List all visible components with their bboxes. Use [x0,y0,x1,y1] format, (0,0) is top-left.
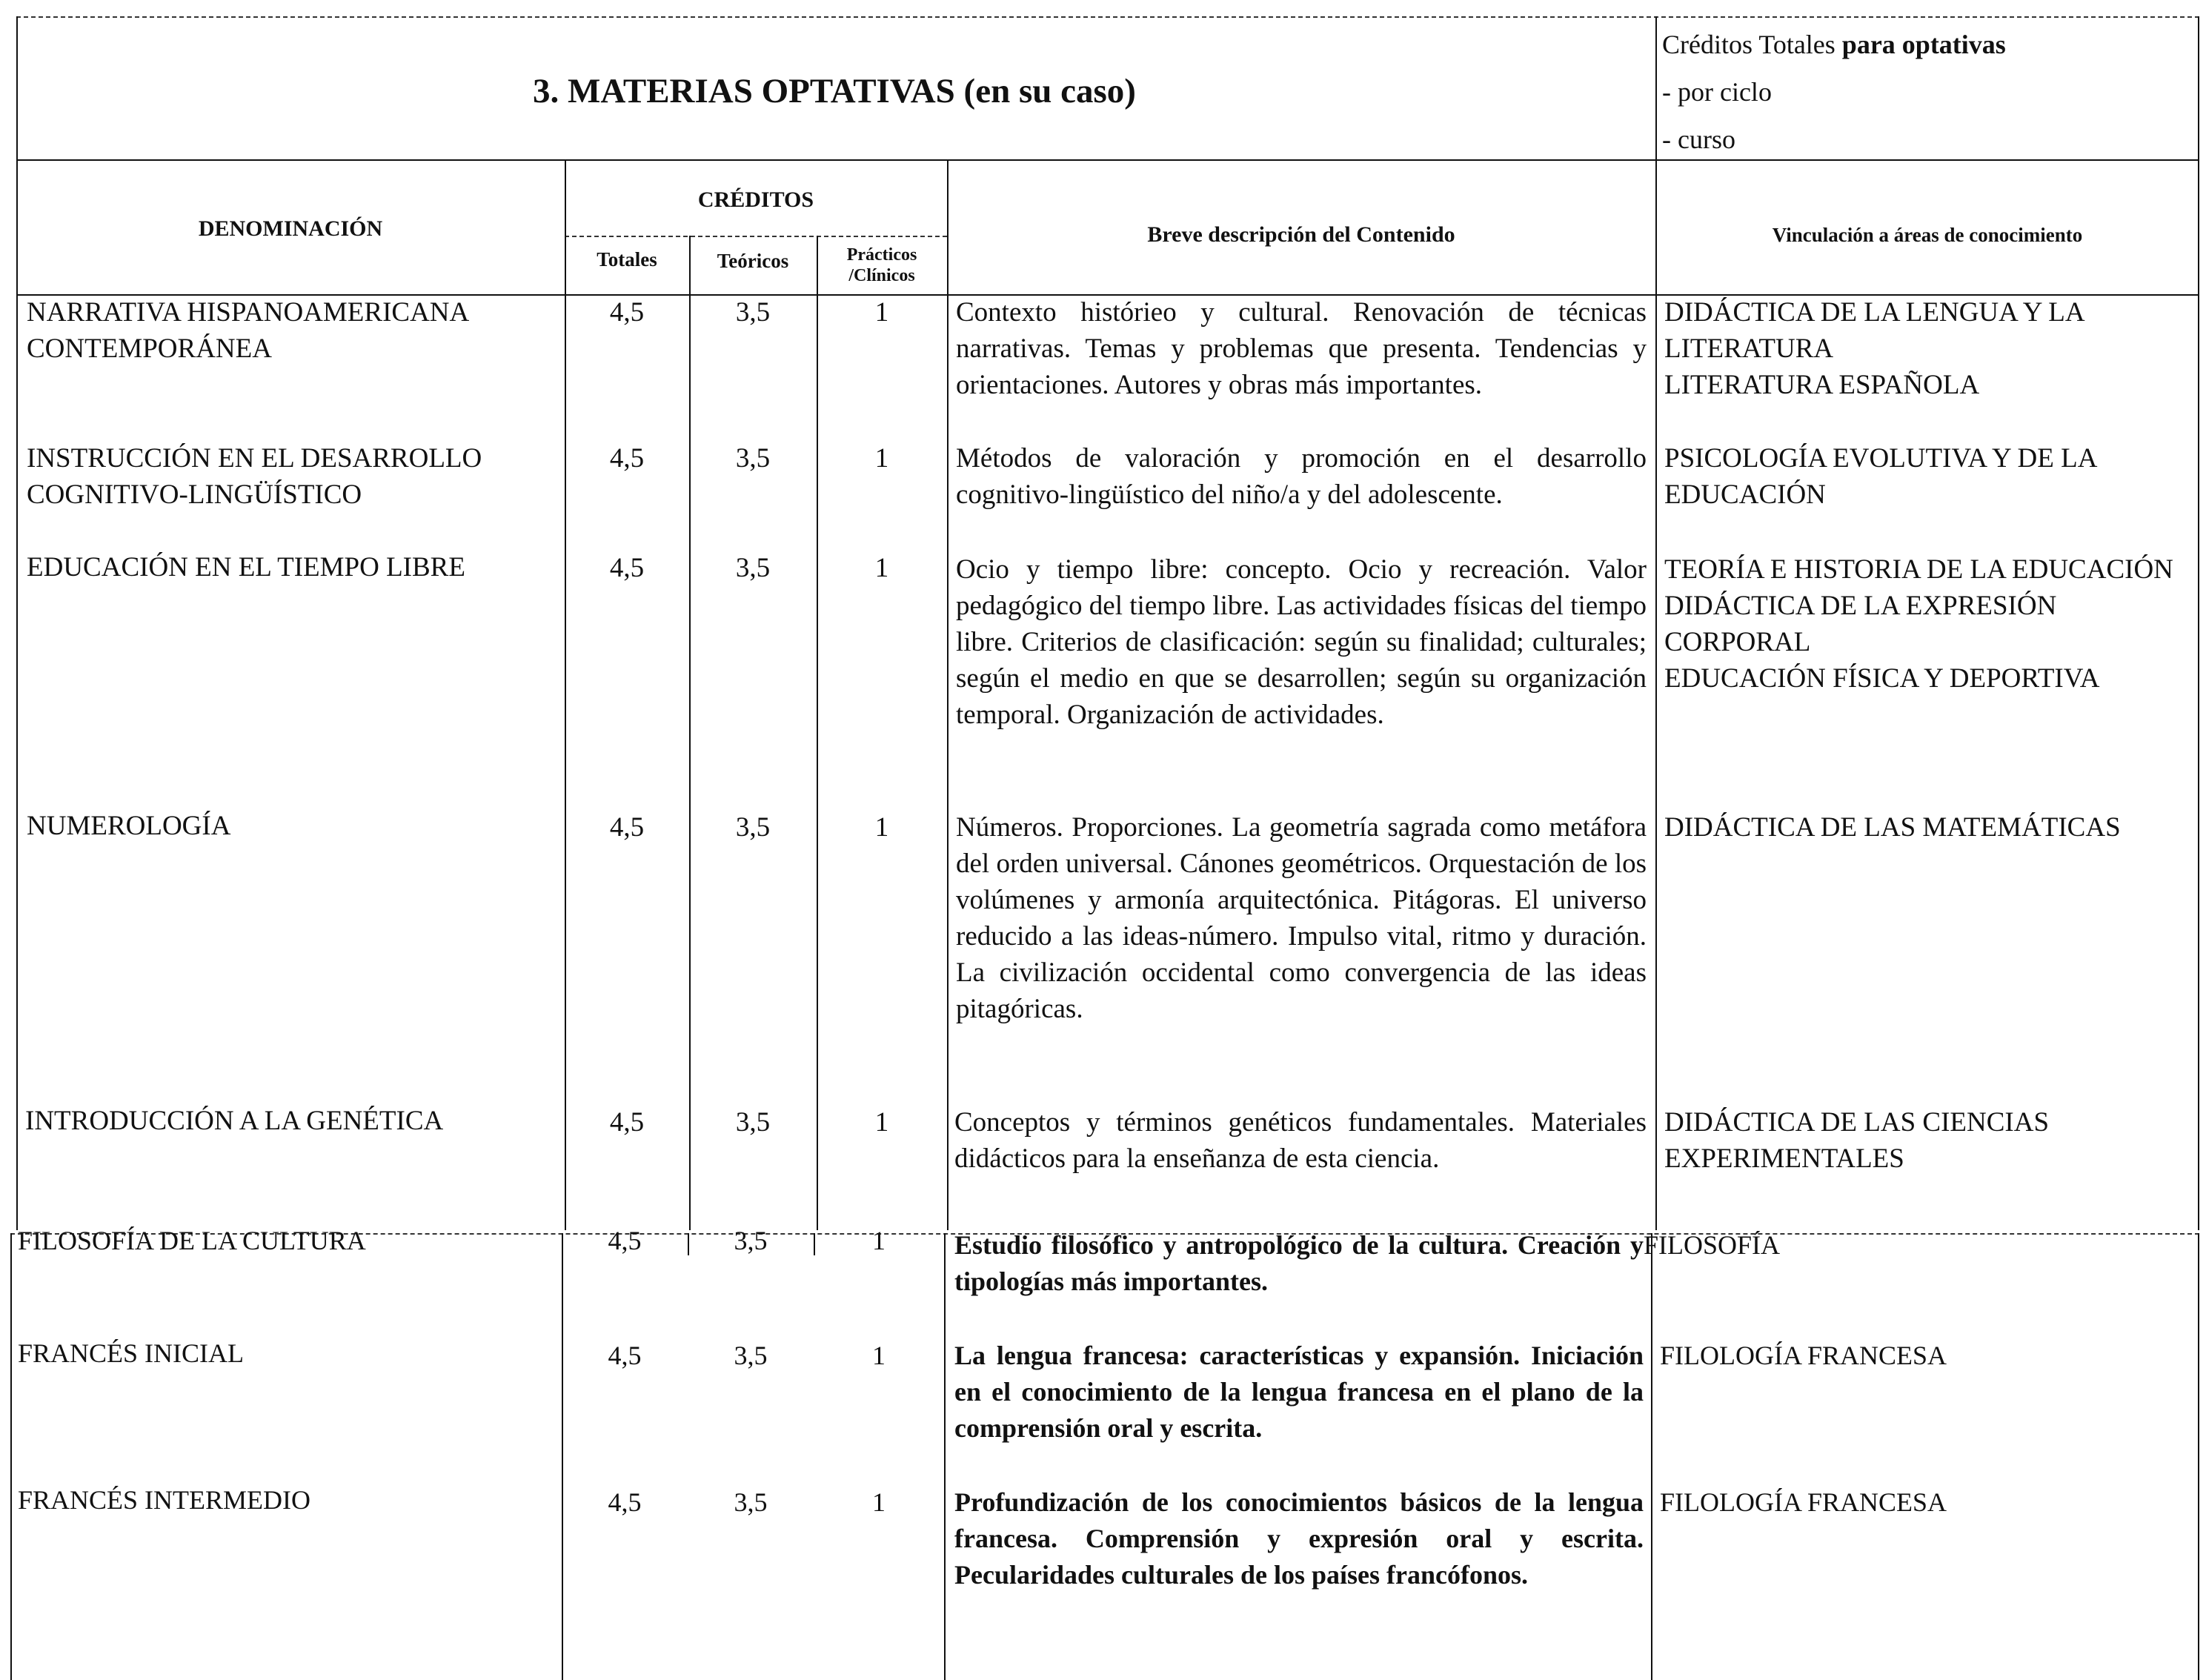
row-areas: TEORÍA E HISTORIA DE LA EDUCACIÓN DIDÁCTICA DE LA EXPRESIÓN CORPORAL EDUCACIÓN FÍSICA Y DEPORTIVA [1664,554,2173,694]
credits-box-line1: Créditos Totales para optativas [1662,30,2006,59]
row-denominacion: NARRATIVA HISPANOAMERICANA CONTEMPORÁNEA [27,297,468,364]
header-vinculacion: Vinculación a áreas de conocimiento [1772,224,2083,246]
row-practicos: 1 [872,1487,886,1517]
credits-box-line2: - por ciclo [1662,77,1772,107]
row-teoricos: 3,5 [735,443,771,474]
row-teoricos: 3,5 [735,812,771,843]
row-teoricos: 3,5 [735,297,771,328]
row-practicos: 1 [872,1226,886,1255]
row-practicos: 1 [874,553,889,583]
header-creditos: CRÉDITOS [697,187,814,212]
row-descripcion: Profundización de los conocimientos básicos de la lengua francesa. Comprensión y expresión oral y escrita. Pecularidades culturales de los países francófonos. [954,1487,1644,1590]
col-line-practicos [947,159,948,1230]
row-totales: 4,5 [609,297,645,328]
lower-col-line-left [10,1233,12,1680]
header-descripcion: Breve descripción del Contenido [1147,222,1455,247]
row-descripcion: Contexto histórieo y cultural. Renovación de técnicas narrativas. Temas y problemas que presenta. Tendencias y orientaciones. Autores y obras más importantes. [956,297,1647,400]
row-descripcion: Ocio y tiempo libre: concepto. Ocio y recreación. Valor pedagógico del tiempo libre. Las actividades físicas del tiempo libre. Criterios de clasificación: según su finalidad; culturales; según el medio en que se desarrollen; según su organización temporal. Organización de actividades. [956,554,1647,730]
lower-col-line-descripcion [1651,1233,1652,1680]
header-totales: Totales [597,248,657,270]
row-areas: PSICOLOGÍA EVOLUTIVA Y DE LA EDUCACIÓN [1664,443,2096,510]
row-areas: FILOLOGÍA FRANCESA [1660,1341,1947,1370]
row-teoricos: 3,5 [734,1226,768,1255]
creditos-subheader-line [565,236,947,237]
row-denominacion: EDUCACIÓN EN EL TIEMPO LIBRE [27,552,465,582]
credits-box-line3: - curso [1662,124,1735,154]
row-denominacion: INTRODUCCIÓN A LA GENÉTICA [25,1106,444,1136]
row-areas: DIDÁCTICA DE LAS CIENCIAS EXPERIMENTALES [1664,1107,2050,1174]
row-descripcion: Números. Proporciones. La geometría sagrada como metáfora del orden universal. Cánones geométricos. Orquestación de los volúmenes y armonía arquitectónica. Pitágoras. El universo reducido a las ideas-número. Impulso vital, ritmo y duración. La civilización occidental como convergencia de las ideas pitagóricas. [956,812,1647,1024]
row-practicos: 1 [874,297,889,328]
header-teoricos: Teóricos [717,250,789,272]
row-denominacion: FILOSOFÍA DE LA CULTURA [18,1226,366,1255]
row-teoricos: 3,5 [734,1487,768,1517]
row-denominacion: FRANCÉS INICIAL [18,1338,245,1368]
row-practicos: 1 [872,1341,886,1370]
row-totales: 4,5 [608,1341,642,1370]
page-title: 3. MATERIAS OPTATIVAS (en su caso) [533,72,1136,110]
row-descripcion: Conceptos y términos genéticos fundamentales. Materiales didácticos para la enseñanza de esta ciencia. [954,1107,1647,1174]
row-practicos: 1 [874,1107,889,1138]
col-line-teoricos [817,236,818,1230]
row-practicos: 1 [874,812,889,843]
row-areas: FILOLOGÍA FRANCESA [1660,1487,1947,1517]
row-descripcion: Estudio filosófico y antropológico de la cultura. Creación y tipologías más importantes. [954,1230,1644,1296]
lower-col-line-practicos [944,1233,946,1680]
row-areas: DIDÁCTICA DE LA LENGUA Y LA LITERATURA LITERATURA ESPAÑOLA [1664,297,2084,400]
lower-col-line-right [2198,1233,2199,1680]
row-areas: FILOSOFÍA [1644,1230,1781,1260]
col-line-right [2198,159,2199,1230]
row-denominacion: FRANCÉS INTERMEDIO [18,1485,311,1515]
row-totales: 4,5 [609,812,645,843]
row-totales: 4,5 [608,1487,642,1517]
row-teoricos: 3,5 [735,1107,771,1138]
row-totales: 4,5 [609,1107,645,1138]
header-denominacion: DENOMINACIÓN [198,216,383,241]
col-line-left [16,159,18,1230]
row-practicos: 1 [874,443,889,474]
row-denominacion: NUMEROLOGÍA [27,811,231,841]
row-totales: 4,5 [609,553,645,583]
col-line-totales [689,236,691,1230]
row-descripcion: La lengua francesa: características y expansión. Iniciación en el conocimiento de la lengua francesa en el plano de la comprensión oral y escrita. [954,1341,1644,1443]
top-right-border [2198,16,2199,161]
col-line-descripcion [1655,16,1657,1230]
row-denominacion: INSTRUCCIÓN EN EL DESARROLLO COGNITIVO-LINGÜÍSTICO [27,443,482,510]
row-descripcion: Métodos de valoración y promoción en el desarrollo cognitivo-lingüístico del niño/a y del adolescente. [956,443,1647,510]
row-teoricos: 3,5 [735,553,771,583]
top-border [16,16,2199,18]
row-totales: 4,5 [608,1226,642,1255]
row-areas: DIDÁCTICA DE LAS MATEMÁTICAS [1664,812,2121,843]
row-teoricos: 3,5 [734,1341,768,1370]
row-totales: 4,5 [609,443,645,474]
lower-col-line-denominacion [562,1233,563,1680]
credits-box [1662,21,2006,163]
header-practicos: Prácticos /Clínicos [846,245,917,285]
